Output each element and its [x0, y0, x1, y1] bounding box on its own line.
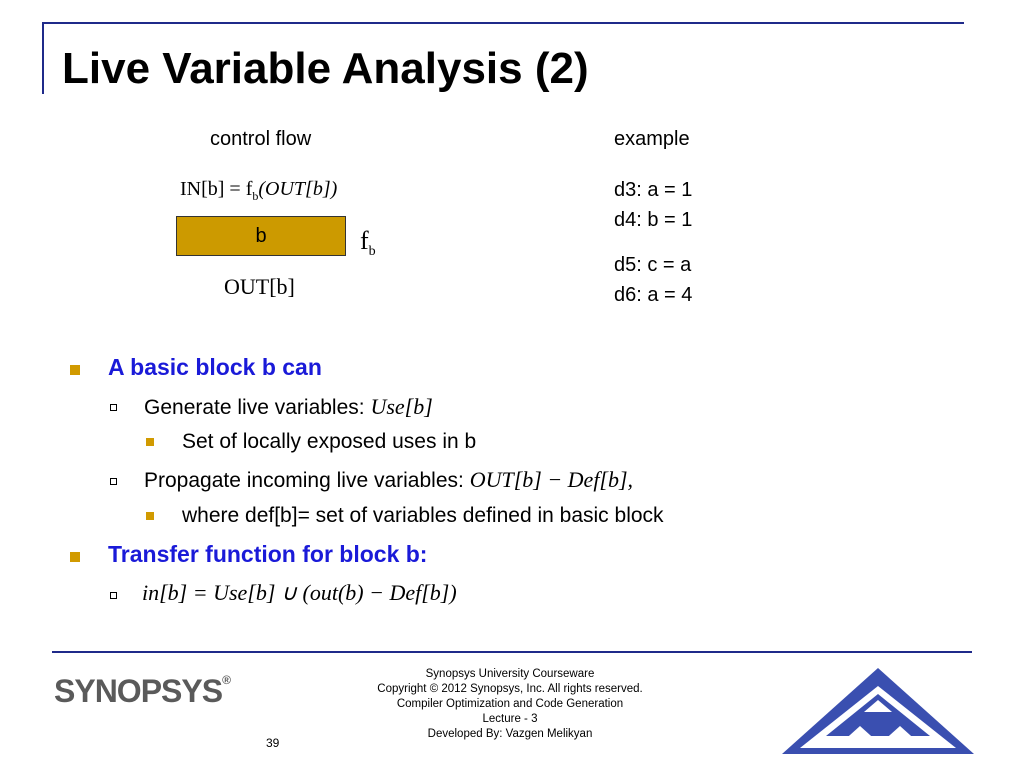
basic-block-b: b: [176, 216, 346, 256]
bullet-basic-block: A basic block b can: [108, 354, 322, 380]
bullet-local-uses: Set of locally exposed uses in b: [182, 430, 477, 453]
square-bullet-icon: [146, 438, 154, 446]
square-bullet-icon: [70, 365, 80, 375]
synopsys-logo: SYNOPSYS®: [54, 673, 230, 709]
footer-line: Synopsys University Courseware: [425, 668, 595, 680]
square-bullet-icon: [70, 552, 80, 562]
bullet-generate: Generate live variables: Use[b]: [144, 394, 433, 419]
left-rule: [42, 22, 44, 94]
control-flow-header: control flow: [210, 128, 312, 150]
hollow-square-bullet-icon: [110, 592, 117, 599]
course-logo-icon: [780, 666, 976, 756]
footer-line: Copyright © 2012 Synopsys, Inc. All rights reserved.: [377, 683, 643, 695]
in-equation: $IN[b] = f_b(OUT[b])$: [180, 178, 338, 203]
example-line: d4: b = 1: [614, 209, 693, 231]
bullet-def-definition: where def[b]= set of variables defined in basic block: [182, 504, 664, 527]
footer-line: Lecture - 3: [482, 713, 538, 725]
square-bullet-icon: [146, 512, 154, 520]
example-line: d6: a = 4: [614, 284, 693, 306]
footer-text: [320, 667, 700, 742]
hollow-square-bullet-icon: [110, 478, 117, 485]
transfer-function-label: $f_b$: [360, 226, 376, 260]
bullet-propagate: Propagate incoming live variables: OUT[b] − Def[b],: [144, 467, 634, 492]
top-rule: [42, 22, 964, 24]
hollow-square-bullet-icon: [110, 404, 117, 411]
transfer-equation: in[b] = Use[b] ∪ (out(b) − Def[b]): [142, 580, 457, 605]
footer-line: Developed By: Vazgen Melikyan: [427, 728, 593, 740]
bullet-transfer-function: Transfer function for block b:: [108, 541, 428, 567]
page-number: 39: [266, 736, 280, 750]
example-header: example: [614, 128, 690, 150]
example-line: d5: c = a: [614, 254, 692, 276]
footer-rule: [52, 651, 972, 653]
example-line: d3: a = 1: [614, 179, 693, 201]
slide-title: Live Variable Analysis (2): [62, 44, 589, 93]
out-label: OUT[b]: [224, 274, 295, 299]
footer-line: Compiler Optimization and Code Generation: [396, 698, 624, 710]
